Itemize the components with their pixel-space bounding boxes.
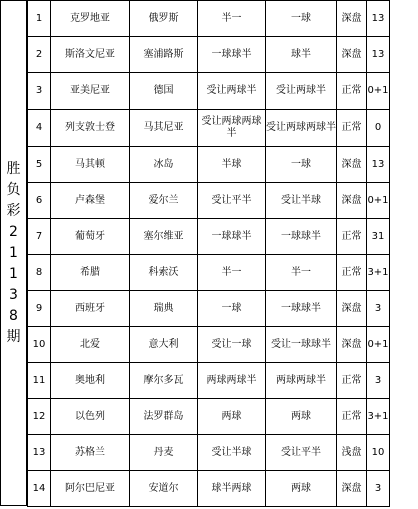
handicap-type: 正常 [337, 255, 367, 291]
result-code: 13 [367, 1, 390, 37]
match-number: 9 [28, 291, 51, 327]
handicap-current: 一球球半 [266, 291, 337, 327]
result-code: 3 [367, 363, 390, 399]
home-team: 阿尔巴尼亚 [51, 471, 130, 507]
handicap-initial: 一球球半 [198, 219, 266, 255]
handicap-type: 正常 [337, 110, 367, 147]
home-team: 克罗地亚 [51, 1, 130, 37]
handicap-current: 一球 [266, 147, 337, 183]
handicap-type: 深盘 [337, 1, 367, 37]
match-number: 3 [28, 73, 51, 110]
away-team: 摩尔多瓦 [130, 363, 198, 399]
table-row [28, 327, 390, 363]
away-team: 安道尔 [130, 471, 198, 507]
result-code: 10 [367, 435, 390, 471]
handicap-initial: 受让平半 [198, 183, 266, 219]
match-number: 4 [28, 110, 51, 147]
period-label-char: 1 [9, 265, 18, 282]
handicap-current: 两球 [266, 399, 337, 435]
table-row [28, 147, 390, 183]
home-team: 斯洛文尼亚 [51, 37, 130, 73]
period-label-char: 1 [9, 244, 18, 261]
away-team: 科索沃 [130, 255, 198, 291]
table-row [28, 73, 390, 110]
period-label [0, 0, 27, 506]
table-row [28, 183, 390, 219]
away-team: 冰岛 [130, 147, 198, 183]
home-team: 亚美尼亚 [51, 73, 130, 110]
match-number: 10 [28, 327, 51, 363]
result-code: 13 [367, 37, 390, 73]
handicap-initial: 受让一球 [198, 327, 266, 363]
handicap-initial: 半一 [198, 255, 266, 291]
period-label-char: 8 [9, 307, 18, 324]
result-code: 0+1 [367, 183, 390, 219]
away-team: 俄罗斯 [130, 1, 198, 37]
match-number: 1 [28, 1, 51, 37]
handicap-type: 浅盘 [337, 435, 367, 471]
handicap-initial: 球半两球 [198, 471, 266, 507]
handicap-type: 正常 [337, 399, 367, 435]
home-team: 希腊 [51, 255, 130, 291]
period-label-char: 2 [9, 223, 18, 240]
table-row [28, 37, 390, 73]
result-code: 0+1 [367, 327, 390, 363]
handicap-initial: 两球两球半 [198, 363, 266, 399]
table-row [28, 255, 390, 291]
match-number: 7 [28, 219, 51, 255]
table-row [28, 1, 390, 37]
result-code: 3 [367, 291, 390, 327]
handicap-current: 受让平半 [266, 435, 337, 471]
handicap-type: 正常 [337, 219, 367, 255]
handicap-current: 受让半球 [266, 183, 337, 219]
handicap-current: 两球两球半 [266, 363, 337, 399]
handicap-type: 深盘 [337, 183, 367, 219]
match-number: 12 [28, 399, 51, 435]
home-team: 马其顿 [51, 147, 130, 183]
match-table-body [28, 1, 390, 507]
result-code: 31 [367, 219, 390, 255]
handicap-current: 两球 [266, 471, 337, 507]
result-code: 0 [367, 110, 390, 147]
home-team: 奥地利 [51, 363, 130, 399]
result-code: 13 [367, 147, 390, 183]
match-number: 11 [28, 363, 51, 399]
away-team: 瑞典 [130, 291, 198, 327]
away-team: 意大利 [130, 327, 198, 363]
handicap-current: 一球球半 [266, 219, 337, 255]
match-table [27, 0, 390, 507]
handicap-current: 受让一球球半 [266, 327, 337, 363]
away-team: 塞尔维亚 [130, 219, 198, 255]
match-number: 8 [28, 255, 51, 291]
handicap-current: 受让两球半 [266, 73, 337, 110]
match-number: 2 [28, 37, 51, 73]
match-number: 5 [28, 147, 51, 183]
result-code: 3 [367, 471, 390, 507]
handicap-initial: 两球 [198, 399, 266, 435]
home-team: 苏格兰 [51, 435, 130, 471]
handicap-type: 正常 [337, 73, 367, 110]
period-label-char: 胜 [6, 160, 21, 177]
away-team: 爱尔兰 [130, 183, 198, 219]
result-code: 3+1 [367, 399, 390, 435]
match-number: 14 [28, 471, 51, 507]
home-team: 以色列 [51, 399, 130, 435]
handicap-initial: 半一 [198, 1, 266, 37]
handicap-type: 深盘 [337, 327, 367, 363]
home-team: 西班牙 [51, 291, 130, 327]
home-team: 葡萄牙 [51, 219, 130, 255]
table-row [28, 399, 390, 435]
table-row [28, 110, 390, 147]
home-team: 北爱 [51, 327, 130, 363]
handicap-type: 深盘 [337, 147, 367, 183]
period-label-char: 期 [6, 328, 21, 345]
handicap-current: 半一 [266, 255, 337, 291]
away-team: 马其尼亚 [130, 110, 198, 147]
handicap-initial: 一球 [198, 291, 266, 327]
home-team: 列支敦士登 [51, 110, 130, 147]
away-team: 塞浦路斯 [130, 37, 198, 73]
handicap-current: 受让两球两球半 [266, 110, 337, 147]
home-team: 卢森堡 [51, 183, 130, 219]
table-row [28, 435, 390, 471]
handicap-initial: 受让两球半 [198, 73, 266, 110]
match-number: 13 [28, 435, 51, 471]
table-row [28, 219, 390, 255]
table-row [28, 363, 390, 399]
handicap-initial: 受让半球 [198, 435, 266, 471]
period-label-char: 彩 [6, 202, 21, 219]
handicap-type: 深盘 [337, 37, 367, 73]
handicap-initial: 半球 [198, 147, 266, 183]
away-team: 丹麦 [130, 435, 198, 471]
table-row [28, 471, 390, 507]
handicap-initial: 受让两球两球半 [198, 110, 266, 147]
away-team: 德国 [130, 73, 198, 110]
table-row [28, 291, 390, 327]
handicap-type: 深盘 [337, 471, 367, 507]
result-code: 3+1 [367, 255, 390, 291]
away-team: 法罗群岛 [130, 399, 198, 435]
handicap-initial: 一球球半 [198, 37, 266, 73]
period-label-char: 3 [9, 286, 18, 303]
handicap-current: 一球 [266, 1, 337, 37]
period-label-char: 负 [6, 181, 21, 198]
handicap-type: 深盘 [337, 291, 367, 327]
handicap-type: 正常 [337, 363, 367, 399]
handicap-current: 球半 [266, 37, 337, 73]
result-code: 0+1 [367, 73, 390, 110]
match-number: 6 [28, 183, 51, 219]
